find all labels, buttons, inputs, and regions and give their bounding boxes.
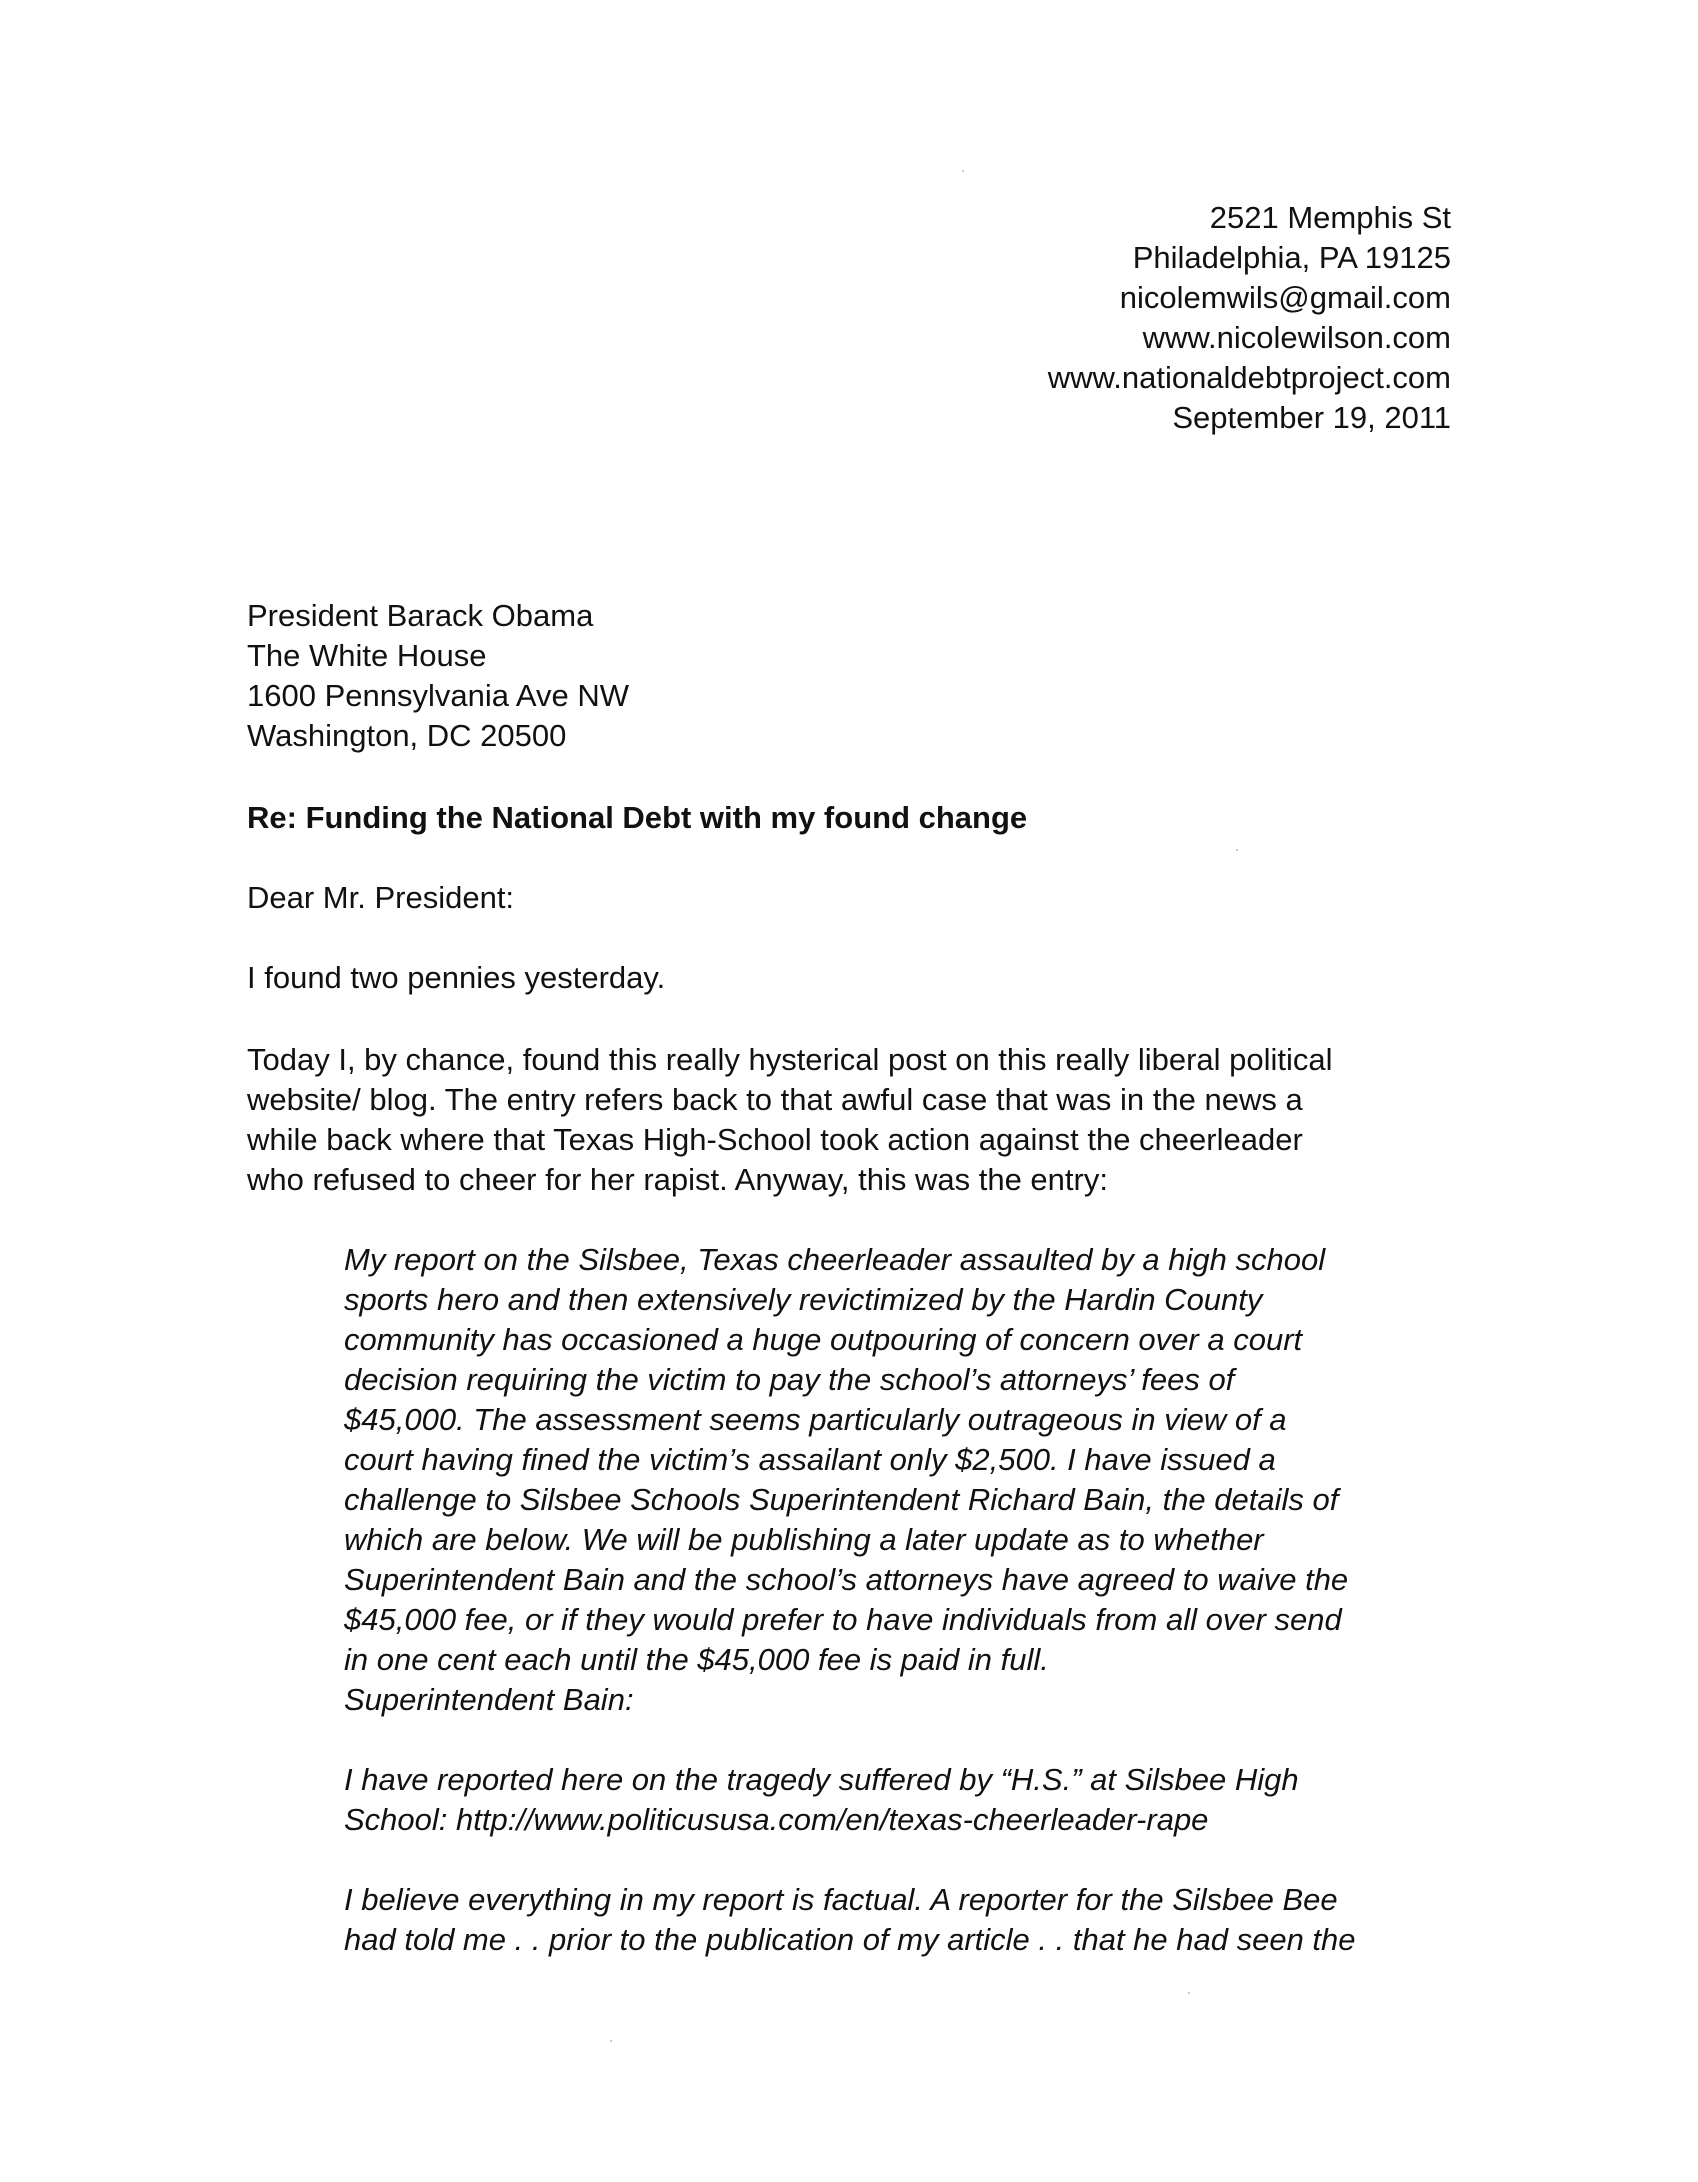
quote-line: which are below. We will be publishing a later update as to whether: [344, 1522, 1264, 1557]
body-line: website/ blog. The entry refers back to that awful case that was in the news a: [247, 1082, 1303, 1117]
scan-speck: [610, 2040, 612, 2042]
salutation: Dear Mr. President:: [247, 880, 515, 915]
recipient-name: President Barack Obama: [247, 598, 594, 633]
body-line: Today I, by chance, found this really hysterical post on this really liberal political: [247, 1042, 1333, 1077]
sender-website: www.nicolewilson.com: [1142, 320, 1451, 355]
quote-line: School: http://www.politicususa.com/en/texas-cheerleader-rape: [344, 1802, 1209, 1837]
quote-line: community has occasioned a huge outpouring of concern over a court: [344, 1322, 1303, 1357]
body-paragraph: [247, 1040, 1457, 1200]
quote-line: $45,000 fee, or if they would prefer to have individuals from all over send: [344, 1602, 1342, 1637]
recipient-organization: The White House: [247, 638, 487, 673]
quoted-entry-paragraph: [344, 1240, 1464, 1680]
sender-project-website: www.nationaldebtproject.com: [1047, 360, 1451, 395]
quote-line: decision requiring the victim to pay the school’s attorneys’ fees of: [344, 1362, 1235, 1397]
body-paragraph: I found two pennies yesterday.: [247, 960, 666, 995]
quote-line: had told me . . prior to the publication of my article . . that he had seen the: [344, 1922, 1356, 1957]
quote-line: court having fined the victim’s assailant only $2,500. I have issued a: [344, 1442, 1276, 1477]
quote-line: sports hero and then extensively revictimized by the Hardin County: [344, 1282, 1263, 1317]
quote-line: $45,000. The assessment seems particularly outrageous in view of a: [344, 1402, 1287, 1437]
quoted-entry-paragraph: [344, 1880, 1464, 1960]
recipient-street: 1600 Pennsylvania Ave NW: [247, 678, 629, 713]
sender-email: nicolemwils@gmail.com: [1119, 280, 1451, 315]
quote-line: Superintendent Bain and the school’s attorneys have agreed to waive the: [344, 1562, 1349, 1597]
scan-speck: [1236, 849, 1238, 851]
sender-street: 2521 Memphis St: [1209, 200, 1451, 235]
body-line: while back where that Texas High-School took action against the cheerleader: [247, 1122, 1303, 1157]
body-line: who refused to cheer for her rapist. Anyway, this was the entry:: [247, 1162, 1108, 1197]
quote-line: challenge to Silsbee Schools Superintendent Richard Bain, the details of: [344, 1482, 1339, 1517]
recipient-address-block: [247, 596, 629, 756]
quote-line: I have reported here on the tragedy suffered by “H.S.” at Silsbee High: [344, 1762, 1299, 1797]
quote-line: I believe everything in my report is factual. A reporter for the Silsbee Bee: [344, 1882, 1338, 1917]
quoted-salutation: Superintendent Bain:: [344, 1682, 634, 1717]
scan-speck: [962, 170, 964, 172]
sender-city: Philadelphia, PA 19125: [1132, 240, 1451, 275]
recipient-city: Washington, DC 20500: [247, 718, 567, 753]
quoted-entry-paragraph: [344, 1760, 1464, 1840]
sender-address-block: [1048, 198, 1451, 438]
letter-date: September 19, 2011: [1172, 400, 1451, 435]
scan-speck: [1188, 1992, 1190, 1994]
subject-line: Re: Funding the National Debt with my found change: [247, 800, 1028, 835]
quote-line: My report on the Silsbee, Texas cheerleader assaulted by a high school: [344, 1242, 1326, 1277]
quote-line: in one cent each until the $45,000 fee is paid in full.: [344, 1642, 1049, 1677]
